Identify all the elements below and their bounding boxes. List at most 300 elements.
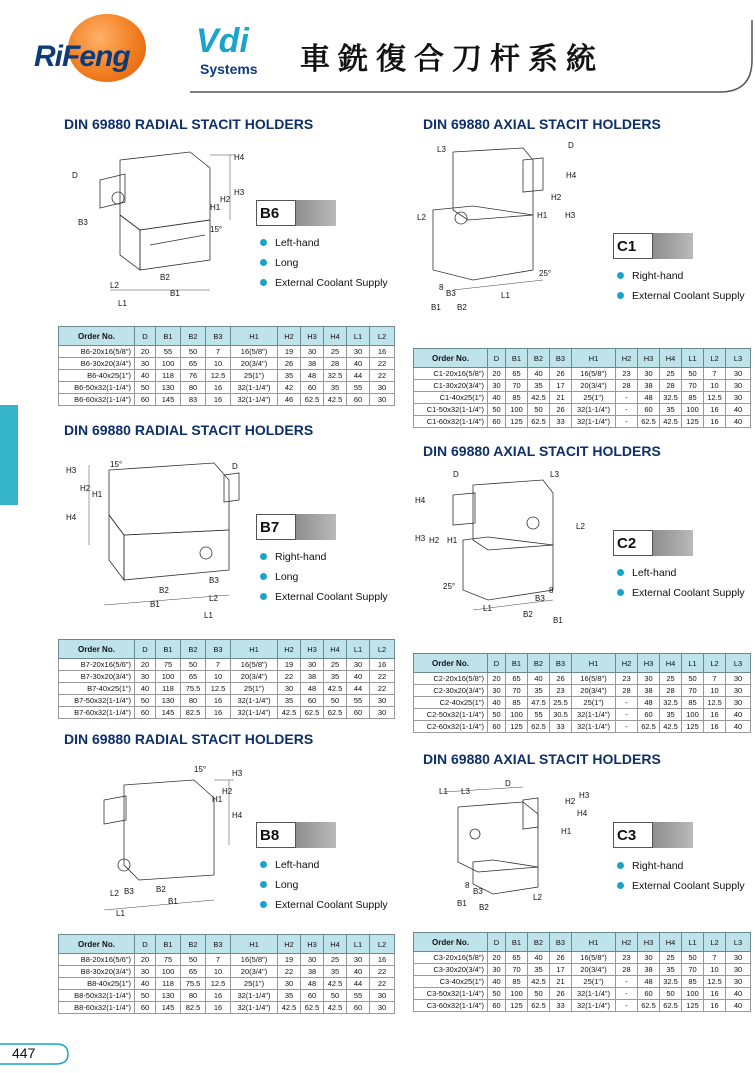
column-header: H3 bbox=[638, 933, 660, 952]
table-row bbox=[59, 346, 395, 358]
table-cell: 26 bbox=[550, 952, 572, 964]
bullet-icon bbox=[260, 553, 267, 560]
table-cell: 100 bbox=[156, 966, 181, 978]
table-cell: 40 bbox=[488, 976, 506, 988]
column-header: Order No. bbox=[414, 933, 488, 952]
table-cell: 30 bbox=[278, 683, 301, 695]
table-cell: 30 bbox=[301, 954, 324, 966]
table-cell: - bbox=[616, 697, 638, 709]
table-cell: 30.5 bbox=[550, 709, 572, 721]
table-header-row bbox=[59, 640, 395, 659]
table-cell: 20(3/4") bbox=[231, 671, 278, 683]
table-cell: 30 bbox=[347, 346, 370, 358]
table-cell: 30 bbox=[638, 368, 660, 380]
table-cell: 28 bbox=[616, 380, 638, 392]
table-cell: 42 bbox=[278, 382, 301, 394]
c3-label-l3: L3 bbox=[461, 787, 470, 796]
table-cell: 62.5 bbox=[638, 416, 660, 428]
table-cell: 85 bbox=[506, 697, 528, 709]
table-cell: 60 bbox=[347, 1002, 370, 1014]
table-cell: B8-50x32(1-1/4") bbox=[59, 990, 135, 1002]
column-header: B2 bbox=[181, 935, 206, 954]
table-cell: 42.5 bbox=[324, 394, 347, 406]
table-cell: 35 bbox=[660, 964, 682, 976]
table-cell: - bbox=[616, 976, 638, 988]
column-header: H3 bbox=[638, 349, 660, 368]
table-cell: 30 bbox=[726, 685, 751, 697]
column-header: D bbox=[135, 935, 156, 954]
b6-label-angle: 15° bbox=[210, 225, 223, 234]
table-cell: 22 bbox=[370, 370, 395, 382]
b8-label-angle: 15° bbox=[194, 765, 207, 774]
table-cell: 28 bbox=[660, 685, 682, 697]
table-cell: 30 bbox=[726, 673, 751, 685]
b7-label-b3: B3 bbox=[209, 576, 219, 585]
table-cell: 35 bbox=[278, 990, 301, 1002]
table-cell: 32(1-1/4") bbox=[572, 988, 616, 1000]
table-cell: 10 bbox=[704, 380, 726, 392]
table-cell: 100 bbox=[506, 988, 528, 1000]
table-cell: 22 bbox=[278, 671, 301, 683]
table-cell: 16 bbox=[206, 695, 231, 707]
table-cell: 16 bbox=[206, 1002, 231, 1014]
c1-label-h3: H3 bbox=[565, 211, 576, 220]
bullet-icon bbox=[260, 861, 267, 868]
b7-label-h4: H4 bbox=[66, 513, 77, 522]
table-cell: 22 bbox=[370, 978, 395, 990]
c3-label-l1: L1 bbox=[439, 787, 448, 796]
table-cell: - bbox=[616, 1000, 638, 1012]
table-cell: 16 bbox=[370, 954, 395, 966]
table-cell: 48 bbox=[301, 683, 324, 695]
table-cell: C2-60x32(1-1/4") bbox=[414, 721, 488, 733]
table-cell: B6-20x16(5/8") bbox=[59, 346, 135, 358]
feature-item: Left-hand bbox=[260, 233, 388, 253]
table-cell: 62.5 bbox=[301, 1002, 324, 1014]
table-cell: B8-60x32(1-1/4") bbox=[59, 1002, 135, 1014]
table-cell: C1-50x32(1-1/4") bbox=[414, 404, 488, 416]
section-title-b8: DIN 69880 RADIAL STACIT HOLDERS bbox=[64, 731, 314, 747]
b7-label-d: D bbox=[232, 462, 238, 471]
code-box-b6 bbox=[256, 200, 336, 226]
code-box-c2 bbox=[613, 530, 693, 556]
column-header: L2 bbox=[370, 935, 395, 954]
table-cell: 118 bbox=[156, 683, 181, 695]
b8-label-h1: H1 bbox=[212, 795, 223, 804]
column-header: H2 bbox=[616, 654, 638, 673]
table-cell: 60 bbox=[135, 394, 156, 406]
column-header: Order No. bbox=[414, 654, 488, 673]
table-cell: 85 bbox=[506, 392, 528, 404]
column-header: B3 bbox=[550, 933, 572, 952]
table-cell: 35 bbox=[278, 695, 301, 707]
feature-item: Left-hand bbox=[260, 855, 388, 875]
feature-list-b7 bbox=[260, 547, 388, 607]
table-cell: 55 bbox=[347, 695, 370, 707]
column-header: H2 bbox=[278, 640, 301, 659]
feature-item: External Coolant Supply bbox=[260, 895, 388, 915]
section-title-c1: DIN 69880 AXIAL STACIT HOLDERS bbox=[423, 116, 661, 132]
table-cell: 83 bbox=[181, 394, 206, 406]
table-cell: 70 bbox=[682, 380, 704, 392]
table-cell: 33 bbox=[550, 721, 572, 733]
table-cell: 40 bbox=[528, 673, 550, 685]
table-cell: 7 bbox=[704, 952, 726, 964]
table-cell: 7 bbox=[704, 368, 726, 380]
table-cell: 65 bbox=[181, 671, 206, 683]
table-cell: 60 bbox=[301, 695, 324, 707]
table-cell: 32(1-1/4") bbox=[231, 990, 278, 1002]
table-cell: 38 bbox=[638, 380, 660, 392]
table-row bbox=[59, 990, 395, 1002]
table-cell: 80 bbox=[181, 990, 206, 1002]
table-cell: 30 bbox=[370, 990, 395, 1002]
table-cell: 30 bbox=[638, 673, 660, 685]
column-header: B3 bbox=[206, 935, 231, 954]
table-row bbox=[414, 976, 751, 988]
table-cell: 30 bbox=[726, 368, 751, 380]
column-header: L3 bbox=[726, 654, 751, 673]
table-cell: 60 bbox=[488, 1000, 506, 1012]
table-cell: 48 bbox=[638, 392, 660, 404]
c2-label-l1: L1 bbox=[483, 604, 492, 613]
table-row bbox=[414, 1000, 751, 1012]
table-cell: 65 bbox=[181, 966, 206, 978]
column-header: D bbox=[135, 327, 156, 346]
table-cell: 30 bbox=[370, 707, 395, 719]
table-cell: 38 bbox=[638, 964, 660, 976]
table-row bbox=[414, 368, 751, 380]
column-header: D bbox=[488, 654, 506, 673]
c1-label-b1: B1 bbox=[431, 303, 441, 312]
code-bar bbox=[653, 822, 693, 848]
feature-list-b8 bbox=[260, 855, 388, 915]
table-cell: 30 bbox=[347, 954, 370, 966]
table-row bbox=[414, 721, 751, 733]
table-cell: 25(1") bbox=[231, 978, 278, 990]
table-cell: 60 bbox=[135, 707, 156, 719]
table-row bbox=[414, 964, 751, 976]
c2-label-b2: B2 bbox=[523, 610, 533, 619]
code-box-c1 bbox=[613, 233, 693, 259]
table-cell: 125 bbox=[506, 721, 528, 733]
table-cell: 50 bbox=[528, 988, 550, 1000]
table-cell: - bbox=[616, 709, 638, 721]
column-header: B2 bbox=[181, 640, 206, 659]
table-cell: B7-60x32(1-1/4") bbox=[59, 707, 135, 719]
table-cell: 32.5 bbox=[660, 392, 682, 404]
c3-label-h2: H2 bbox=[565, 797, 576, 806]
table-cell: 30 bbox=[488, 380, 506, 392]
c2-label-l2: L2 bbox=[576, 522, 585, 531]
table-cell: 44 bbox=[347, 683, 370, 695]
c1-label-d: D bbox=[568, 141, 574, 150]
table-cell: B7-20x16(5/6") bbox=[59, 659, 135, 671]
code-bar bbox=[653, 530, 693, 556]
table-row bbox=[414, 380, 751, 392]
column-header: H4 bbox=[660, 933, 682, 952]
table-cell: 75 bbox=[156, 954, 181, 966]
table-cell: 16 bbox=[704, 709, 726, 721]
table-cell: 38 bbox=[638, 685, 660, 697]
table-cell: 50 bbox=[682, 673, 704, 685]
table-cell: 26 bbox=[550, 988, 572, 1000]
table-cell: 19 bbox=[278, 659, 301, 671]
column-header: L2 bbox=[704, 654, 726, 673]
b8-label-l1: L1 bbox=[116, 909, 125, 918]
table-cell: 28 bbox=[616, 685, 638, 697]
diagram-c2 bbox=[413, 465, 613, 630]
table-cell: 10 bbox=[206, 966, 231, 978]
table-cell: 46 bbox=[278, 394, 301, 406]
b8-label-l2: L2 bbox=[110, 889, 119, 898]
table-cell: 35 bbox=[278, 370, 301, 382]
table-cell: 21 bbox=[550, 976, 572, 988]
table-cell: 50 bbox=[682, 952, 704, 964]
table-cell: 62.5 bbox=[528, 416, 550, 428]
c1-label-angle: 25° bbox=[539, 269, 552, 278]
table-cell: 85 bbox=[682, 697, 704, 709]
table-cell: 62.5 bbox=[324, 707, 347, 719]
table-cell: 25 bbox=[324, 659, 347, 671]
table-cell: 40 bbox=[135, 683, 156, 695]
b8-label-h4: H4 bbox=[232, 811, 243, 820]
bullet-icon bbox=[260, 593, 267, 600]
bullet-icon bbox=[617, 882, 624, 889]
spec-table-b6 bbox=[58, 326, 395, 406]
table-cell: 32(1-1/4") bbox=[572, 1000, 616, 1012]
table-row bbox=[59, 978, 395, 990]
table-cell: 40 bbox=[347, 671, 370, 683]
table-cell: 75.5 bbox=[181, 978, 206, 990]
c1-label-h1: H1 bbox=[537, 211, 548, 220]
table-cell: 30 bbox=[301, 659, 324, 671]
column-header: L2 bbox=[370, 327, 395, 346]
table-cell: 62.5 bbox=[301, 394, 324, 406]
c2-label-b3: B3 bbox=[535, 594, 545, 603]
feature-list-c2 bbox=[617, 563, 745, 603]
table-cell: 40 bbox=[726, 709, 751, 721]
table-cell: 60 bbox=[135, 1002, 156, 1014]
table-cell: 32(1-1/4") bbox=[572, 404, 616, 416]
table-cell: 60 bbox=[347, 394, 370, 406]
table-cell: 82.5 bbox=[181, 1002, 206, 1014]
diagram-c3 bbox=[413, 772, 613, 922]
table-cell: 55 bbox=[156, 346, 181, 358]
table-cell: 16 bbox=[370, 659, 395, 671]
table-cell: 47.5 bbox=[528, 697, 550, 709]
feature-item: Right-hand bbox=[617, 856, 745, 876]
table-cell: 100 bbox=[682, 404, 704, 416]
table-cell: - bbox=[616, 721, 638, 733]
table-row bbox=[414, 416, 751, 428]
diagram-b6 bbox=[70, 140, 260, 320]
table-cell: 60 bbox=[638, 709, 660, 721]
bullet-icon bbox=[617, 569, 624, 576]
c1-label-h4: H4 bbox=[566, 171, 577, 180]
column-header: B3 bbox=[550, 349, 572, 368]
table-cell: 62.5 bbox=[638, 1000, 660, 1012]
table-cell: 30 bbox=[347, 659, 370, 671]
table-cell: C3-40x25(1") bbox=[414, 976, 488, 988]
table-cell: 32(1-1/4") bbox=[572, 416, 616, 428]
table-cell: 16 bbox=[206, 707, 231, 719]
table-row bbox=[414, 697, 751, 709]
table-cell: 32(1-1/4") bbox=[231, 394, 278, 406]
table-cell: 70 bbox=[506, 685, 528, 697]
code-bar bbox=[296, 514, 336, 540]
table-cell: 125 bbox=[506, 416, 528, 428]
column-header: B2 bbox=[528, 654, 550, 673]
table-cell: 40 bbox=[726, 1000, 751, 1012]
table-cell: 60 bbox=[347, 707, 370, 719]
table-cell: 30 bbox=[135, 358, 156, 370]
table-cell: C1-60x32(1-1/4") bbox=[414, 416, 488, 428]
table-cell: 50 bbox=[135, 695, 156, 707]
table-cell: C1-20x16(5/8") bbox=[414, 368, 488, 380]
diagram-c1 bbox=[413, 140, 613, 320]
section-title-b6: DIN 69880 RADIAL STACIT HOLDERS bbox=[64, 116, 314, 132]
table-cell: 16 bbox=[704, 416, 726, 428]
table-cell: 145 bbox=[156, 707, 181, 719]
c1-label-b3: B3 bbox=[446, 289, 456, 298]
c2-label-8: 8 bbox=[549, 586, 554, 595]
column-header: B2 bbox=[528, 349, 550, 368]
feature-item: External Coolant Supply bbox=[617, 583, 745, 603]
column-header: H4 bbox=[660, 349, 682, 368]
page-number: 447 bbox=[12, 1045, 36, 1061]
table-cell: 30 bbox=[301, 346, 324, 358]
table-cell: 16(5/8") bbox=[572, 952, 616, 964]
table-cell: 20 bbox=[488, 673, 506, 685]
table-cell: 40 bbox=[488, 392, 506, 404]
section-title-b7: DIN 69880 RADIAL STACIT HOLDERS bbox=[64, 422, 314, 438]
code-label: B6 bbox=[256, 200, 296, 226]
b7-label-b1: B1 bbox=[150, 600, 160, 609]
table-cell: 35 bbox=[528, 685, 550, 697]
c3-label-d: D bbox=[505, 779, 511, 788]
c1-label-l1: L1 bbox=[501, 291, 510, 300]
bullet-icon bbox=[260, 279, 267, 286]
c2-label-d: D bbox=[453, 470, 459, 479]
table-cell: 38 bbox=[301, 358, 324, 370]
table-cell: 50 bbox=[135, 990, 156, 1002]
table-cell: 32.5 bbox=[660, 976, 682, 988]
table-cell: 16(5/8") bbox=[572, 368, 616, 380]
column-header: H3 bbox=[301, 640, 324, 659]
table-cell: 60 bbox=[638, 404, 660, 416]
b8-label-b1: B1 bbox=[168, 897, 178, 906]
table-cell: 32.5 bbox=[324, 370, 347, 382]
table-cell: B6-50x32(1-1/4") bbox=[59, 382, 135, 394]
table-cell: 25(1") bbox=[572, 697, 616, 709]
systems-label: Systems bbox=[200, 61, 258, 77]
bullet-icon bbox=[617, 272, 624, 279]
table-cell: C3-20x16(5/8") bbox=[414, 952, 488, 964]
c2-label-l3: L3 bbox=[550, 470, 559, 479]
table-cell: 25 bbox=[324, 954, 347, 966]
table-cell: 125 bbox=[682, 416, 704, 428]
table-row bbox=[414, 392, 751, 404]
table-cell: 22 bbox=[370, 671, 395, 683]
table-cell: B8-20x16(5/6") bbox=[59, 954, 135, 966]
table-cell: 16 bbox=[206, 990, 231, 1002]
table-row bbox=[59, 966, 395, 978]
table-cell: 75 bbox=[156, 659, 181, 671]
table-cell: 76 bbox=[181, 370, 206, 382]
bullet-icon bbox=[260, 239, 267, 246]
table-cell: 26 bbox=[550, 404, 572, 416]
code-label: C1 bbox=[613, 233, 653, 259]
feature-item: External Coolant Supply bbox=[260, 587, 388, 607]
table-cell: 100 bbox=[682, 709, 704, 721]
table-row bbox=[59, 707, 395, 719]
column-header: H1 bbox=[572, 933, 616, 952]
table-cell: 30 bbox=[135, 966, 156, 978]
table-cell: 20(3/4") bbox=[572, 380, 616, 392]
table-cell: 32(1-1/4") bbox=[231, 1002, 278, 1014]
table-cell: 25 bbox=[660, 952, 682, 964]
table-cell: - bbox=[616, 988, 638, 1000]
table-cell: 25 bbox=[660, 673, 682, 685]
table-cell: 30 bbox=[726, 976, 751, 988]
table-cell: 70 bbox=[682, 685, 704, 697]
table-cell: 100 bbox=[506, 404, 528, 416]
table-cell: 35 bbox=[528, 380, 550, 392]
table-cell: 50 bbox=[660, 988, 682, 1000]
b6-label-l1: L1 bbox=[118, 299, 127, 308]
table-cell: 85 bbox=[682, 976, 704, 988]
page-title: 車銑復合刀杆系統 bbox=[300, 43, 604, 76]
code-bar bbox=[296, 200, 336, 226]
b7-label-l2: L2 bbox=[209, 594, 218, 603]
b6-label-h3: H3 bbox=[234, 188, 245, 197]
column-header: B2 bbox=[528, 933, 550, 952]
column-header: H4 bbox=[324, 327, 347, 346]
column-header: L3 bbox=[726, 349, 751, 368]
table-row bbox=[59, 695, 395, 707]
column-header: Order No. bbox=[59, 640, 135, 659]
table-cell: 26 bbox=[550, 673, 572, 685]
spec-table-b8 bbox=[58, 934, 395, 1014]
table-cell: 100 bbox=[682, 988, 704, 1000]
c2-label-h4: H4 bbox=[415, 496, 426, 505]
table-cell: 10 bbox=[704, 964, 726, 976]
column-header: L1 bbox=[347, 935, 370, 954]
b8-label-b2: B2 bbox=[156, 885, 166, 894]
table-cell: 32(1-1/4") bbox=[231, 382, 278, 394]
column-header: B3 bbox=[550, 654, 572, 673]
table-cell: 10 bbox=[206, 671, 231, 683]
table-cell: 20(3/4") bbox=[572, 964, 616, 976]
b8-label-b3: B3 bbox=[124, 887, 134, 896]
table-cell: 16(5/8") bbox=[572, 673, 616, 685]
table-cell: 32(1-1/4") bbox=[572, 721, 616, 733]
table-cell: 10 bbox=[704, 685, 726, 697]
table-cell: 33 bbox=[550, 416, 572, 428]
brand-logo: RiFeng bbox=[34, 40, 130, 73]
table-cell: 23 bbox=[550, 685, 572, 697]
diagram-b7 bbox=[64, 455, 254, 625]
b8-label-h2: H2 bbox=[222, 787, 233, 796]
table-cell: 42.5 bbox=[324, 1002, 347, 1014]
column-header: B3 bbox=[206, 640, 231, 659]
table-cell: 42.5 bbox=[278, 1002, 301, 1014]
table-cell: 75.5 bbox=[181, 683, 206, 695]
table-header-row bbox=[59, 935, 395, 954]
table-cell: 65 bbox=[181, 358, 206, 370]
feature-list-b6 bbox=[260, 233, 388, 293]
